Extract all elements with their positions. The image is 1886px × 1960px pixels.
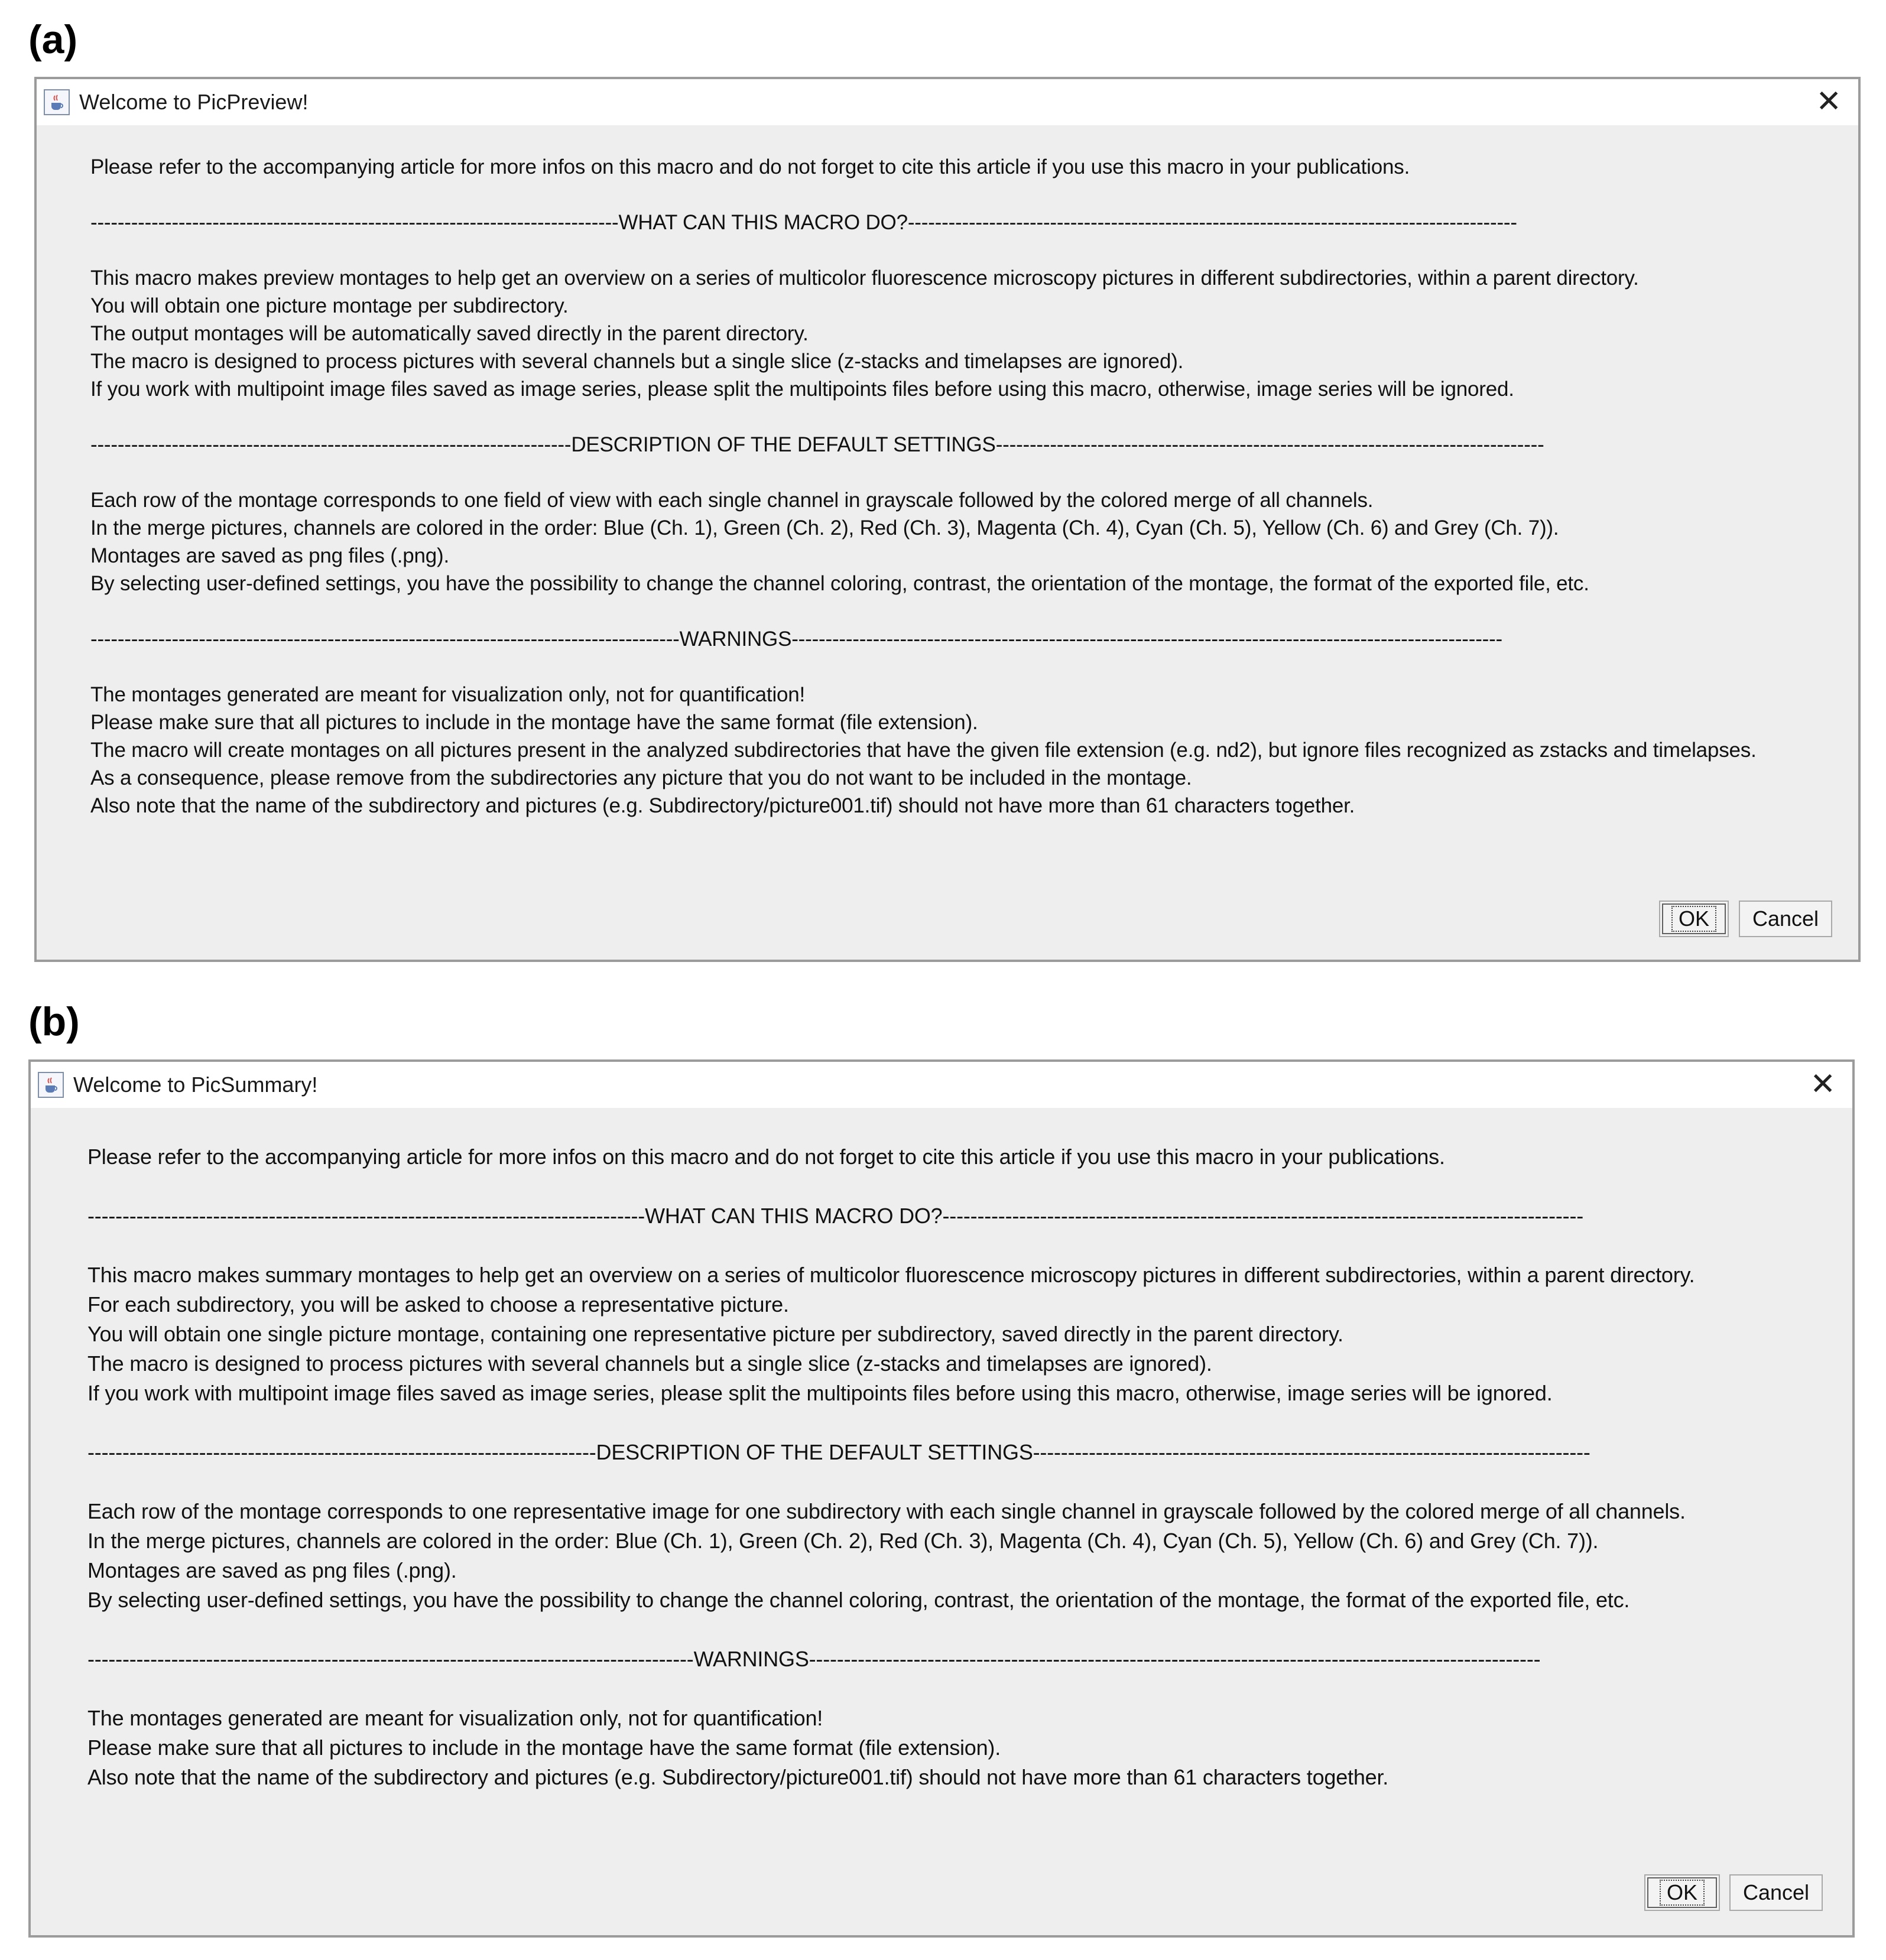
message-line: Montages are saved as png files (.png). <box>87 1558 457 1582</box>
message-line: By selecting user-defined settings, you have the possibility to change the channel coloring, contrast, the orientation of the montage, the format of the exported file, etc. <box>90 572 1589 595</box>
message-line <box>87 1674 1840 1704</box>
message-line <box>90 125 1846 153</box>
message-line: -------------------------------------------------------------------------DESCRIPTION OF THE DEFAULT SETTINGS-------------------------------------------------------------------------------- <box>87 1440 1590 1464</box>
message-line: ---------------------------------------------------------------------------------------WARNINGS--------------------------------------------------------------------------------------------------------- <box>90 628 1503 651</box>
message-line: Please refer to the accompanying article for more infos on this macro and do not forget to cite this article if you use this macro in your publications. <box>87 1145 1445 1169</box>
message-line: The output montages will be automatically saved directly in the parent directory. <box>90 322 809 345</box>
ok-button[interactable]: OK <box>1644 1874 1720 1911</box>
message-line <box>87 1467 1840 1497</box>
message-line <box>90 403 1846 431</box>
message-line: Also note that the name of the subdirectory and pictures (e.g. Subdirectory/picture001.tif) should not have more than 61 characters together. <box>90 794 1355 817</box>
message-line: You will obtain one single picture montage, containing one representative picture per subdirectory, saved directly in the parent directory. <box>87 1322 1343 1346</box>
message-line <box>90 653 1846 681</box>
message-line: In the merge pictures, channels are colored in the order: Blue (Ch. 1), Green (Ch. 2), Red (Ch. 3), Magenta (Ch. 4), Cyan (Ch. 5), Yellow (Ch. 6) and Grey (Ch. 7)). <box>87 1529 1599 1553</box>
message-line: Each row of the montage corresponds to one representative image for one subdirectory with each single channel in grayscale followed by the colored merge of all channels. <box>87 1499 1686 1523</box>
panel-label-b: (b) <box>28 999 80 1044</box>
message-line: Also note that the name of the subdirectory and pictures (e.g. Subdirectory/picture001.tif) should not have more than 61 characters together. <box>87 1765 1389 1789</box>
window-title: Welcome to PicPreview! <box>79 90 309 114</box>
message-line: --------------------------------------------------------------------------------WHAT CAN THIS MACRO DO?-------------------------------------------------------------------------------------------- <box>87 1204 1584 1228</box>
message-line <box>87 1408 1840 1438</box>
picsummary-dialog <box>28 1059 1855 1938</box>
message-line <box>87 1172 1840 1201</box>
picpreview-dialog <box>34 77 1861 962</box>
message-line <box>90 459 1846 486</box>
message-line <box>87 1113 1840 1142</box>
message-line: The macro is designed to process pictures with several channels but a single slice (z-stacks and timelapses are ignored). <box>90 350 1184 373</box>
message-line: This macro makes preview montages to help get an overview on a series of multicolor fluorescence microscopy pictures in different subdirectories, within a parent directory. <box>90 266 1639 290</box>
message-line: As a consequence, please remove from the subdirectories any picture that you do not want to be included in the montage. <box>90 766 1192 789</box>
message-line <box>90 236 1846 264</box>
message-line <box>90 597 1846 625</box>
message-line: ------------------------------------------------------------------------------WHAT CAN THIS MACRO DO?------------------------------------------------------------------------------------------ <box>90 211 1517 234</box>
message-line: If you work with multipoint image files saved as image series, please split the multipoints files before using this macro, otherwise, image series will be ignored. <box>90 378 1514 401</box>
message-line: The macro is designed to process pictures with several channels but a single slice (z-stacks and timelapses are ignored). <box>87 1351 1212 1376</box>
message-line: Each row of the montage corresponds to one field of view with each single channel in grayscale followed by the colored merge of all channels. <box>90 489 1374 512</box>
message-line: This macro makes summary montages to help get an overview on a series of multicolor fluorescence microscopy pictures in different subdirectories, within a parent directory. <box>87 1263 1695 1287</box>
message-line: ---------------------------------------------------------------------------------------WARNINGS--------------------------------------------------------------------------------------------------------- <box>87 1647 1541 1671</box>
message-line: Please make sure that all pictures to include in the montage have the same format (file extension). <box>87 1735 1001 1760</box>
message-line: If you work with multipoint image files saved as image series, please split the multipoints files before using this macro, otherwise, image series will be ignored. <box>87 1381 1553 1405</box>
title-bar <box>37 79 1858 125</box>
ok-button[interactable]: OK <box>1659 901 1729 937</box>
message-line: Please make sure that all pictures to include in the montage have the same format (file extension). <box>90 711 978 734</box>
message-line: In the merge pictures, channels are colored in the order: Blue (Ch. 1), Green (Ch. 2), Red (Ch. 3), Magenta (Ch. 4), Cyan (Ch. 5), Yellow (Ch. 6) and Grey (Ch. 7)). <box>90 516 1559 539</box>
message-line: By selecting user-defined settings, you have the possibility to change the channel coloring, contrast, the orientation of the montage, the format of the exported file, etc. <box>87 1588 1630 1612</box>
message-line: Montages are saved as png files (.png). <box>90 544 449 567</box>
message-line: -----------------------------------------------------------------------DESCRIPTION OF THE DEFAULT SETTINGS--------------------------------------------------------------------------------- <box>90 433 1544 456</box>
message-body <box>90 125 1846 820</box>
message-line: The montages generated are meant for visualization only, not for quantification! <box>90 683 806 706</box>
message-line: You will obtain one picture montage per subdirectory. <box>90 294 569 317</box>
message-line: For each subdirectory, you will be asked to choose a representative picture. <box>87 1292 789 1317</box>
title-bar <box>31 1062 1852 1108</box>
message-line <box>87 1615 1840 1644</box>
panel-label-a: (a) <box>28 17 78 62</box>
close-icon[interactable]: ✕ <box>1810 1067 1836 1102</box>
message-line <box>87 1231 1840 1260</box>
cancel-button[interactable]: Cancel <box>1729 1874 1823 1911</box>
java-cup-icon <box>44 89 70 115</box>
cancel-button[interactable]: Cancel <box>1739 901 1832 937</box>
message-line: Please refer to the accompanying article for more infos on this macro and do not forget to cite this article if you use this macro in your publications. <box>90 155 1410 178</box>
close-icon[interactable]: ✕ <box>1816 84 1842 119</box>
java-cup-icon <box>38 1072 64 1098</box>
window-title: Welcome to PicSummary! <box>73 1072 318 1097</box>
message-body <box>87 1113 1840 1792</box>
message-line: The macro will create montages on all pictures present in the analyzed subdirectories that have the given file extension (e.g. nd2), but ignore files recognized as zstacks and timelapses. <box>90 739 1757 762</box>
message-line: The montages generated are meant for visualization only, not for quantification! <box>87 1706 823 1730</box>
message-line <box>90 181 1846 209</box>
